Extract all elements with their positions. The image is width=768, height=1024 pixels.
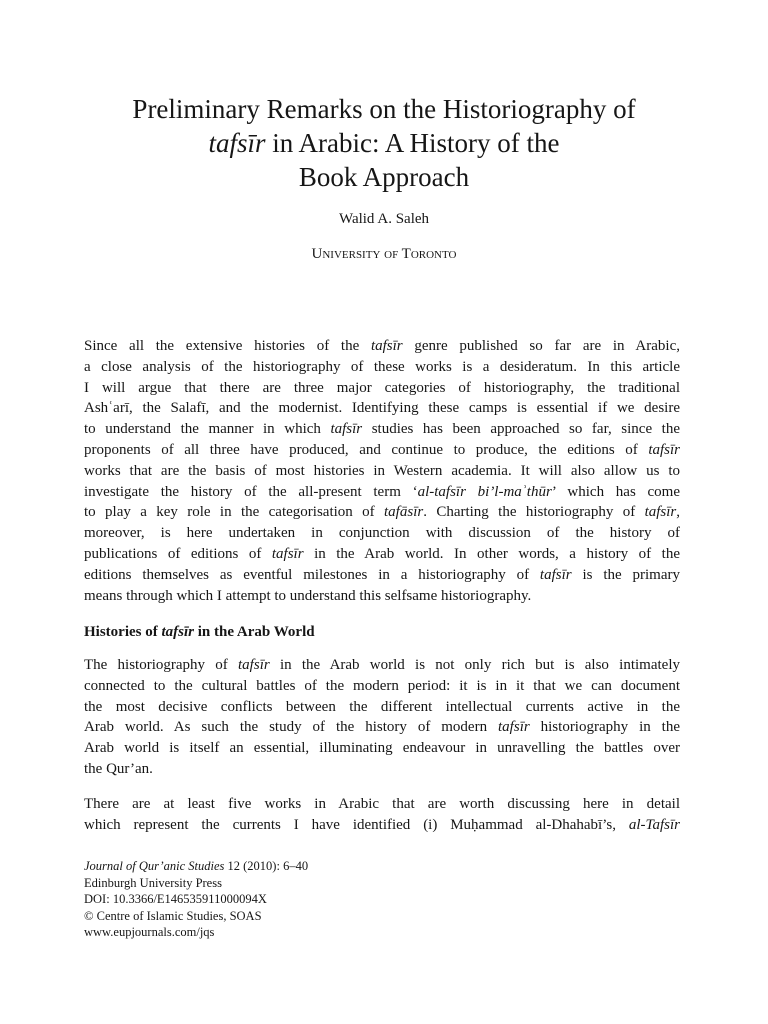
text-line bbox=[84, 697, 680, 718]
text-run: a close analysis of the historiography of these works is a desideratum. In this article bbox=[84, 358, 680, 375]
italic-term: al-Tafsīr bbox=[628, 816, 680, 833]
italic-term: tafsīr bbox=[539, 566, 572, 583]
italic-term: tafsīr bbox=[238, 657, 270, 673]
italic-term: al-tafsīr bi’l-maʾthūr bbox=[417, 483, 552, 500]
title-line-3: Book Approach bbox=[298, 162, 470, 192]
text-run: which represent the currents I have identified (i) Muḥammad al-Dhahabī’s, bbox=[84, 816, 629, 833]
text-run: is the primary bbox=[571, 566, 680, 583]
text-run: The historiography of bbox=[84, 657, 239, 673]
text-run: to understand the manner in which bbox=[84, 421, 331, 438]
text-line bbox=[84, 440, 680, 461]
text-run: . Charting the historiography of bbox=[423, 504, 645, 521]
text-run: ’ which has come bbox=[551, 483, 680, 500]
journal-citation bbox=[84, 858, 308, 875]
text-line bbox=[84, 461, 680, 482]
text-run: to play a key role in the categorisation of bbox=[84, 504, 385, 521]
text-run: in the Arab world is not only rich but is also intimately bbox=[269, 657, 680, 673]
text-run: the Qur’an. bbox=[84, 760, 153, 777]
text-run: historiography in the bbox=[529, 719, 680, 736]
publisher: Edinburgh University Press bbox=[84, 875, 222, 890]
text-line bbox=[84, 523, 680, 544]
title-line-2-rest: in Arabic: A History of the bbox=[265, 128, 560, 158]
text-run: publications of editions of bbox=[84, 545, 272, 562]
text-line bbox=[84, 717, 680, 738]
text-line bbox=[84, 759, 680, 780]
italic-term: tafsīr bbox=[644, 504, 677, 521]
body-paragraph-2 bbox=[84, 794, 680, 836]
text-run: There are at least five works in Arabic that are worth discussing here in detail bbox=[84, 796, 680, 812]
text-line bbox=[84, 676, 680, 697]
text-run: proponents of all three have produced, and continue to produce, the editions of bbox=[84, 441, 649, 458]
journal-volume: 12 (2010): 6–40 bbox=[224, 859, 309, 873]
text-run: Arab world is itself an essential, illuminating endeavour in unravelling the battles over bbox=[84, 740, 680, 757]
text-line bbox=[84, 565, 680, 586]
text-line bbox=[84, 655, 680, 676]
author-name: Walid A. Saleh bbox=[338, 211, 430, 227]
copyright: © Centre of Islamic Studies, SOAS bbox=[84, 908, 262, 923]
title-italic-term: tafsīr bbox=[208, 128, 266, 158]
section-heading-pre: Histories of bbox=[84, 624, 162, 640]
abstract-paragraph bbox=[84, 336, 680, 606]
text-run: investigate the history of the all-present term ‘ bbox=[84, 483, 418, 500]
journal-name: Journal of Qur’anic Studies bbox=[84, 859, 225, 873]
text-line bbox=[84, 738, 680, 759]
title-line-2 bbox=[60, 126, 708, 160]
article-title bbox=[60, 92, 708, 194]
title-line-1: Preliminary Remarks on the Historiography of bbox=[132, 94, 636, 124]
text-line bbox=[84, 336, 680, 357]
text-line bbox=[84, 398, 680, 419]
journal-url[interactable]: www.eupjournals.com/jqs bbox=[84, 925, 215, 939]
text-run: works that are the basis of most histories in Western academia. It will also allow us to bbox=[84, 462, 680, 479]
text-run: I will argue that there are three major categories of historiography, the traditional bbox=[84, 379, 680, 396]
text-run: genre published so far are in Arabic, bbox=[402, 338, 680, 354]
text-line bbox=[84, 544, 680, 565]
section-heading bbox=[84, 624, 315, 641]
text-run: Ashʿarī, the Salafī, and the modernist. Identifying these camps is essential if we desire bbox=[84, 400, 680, 417]
body-paragraph-1 bbox=[84, 655, 680, 780]
text-line bbox=[84, 586, 680, 607]
section-heading-italic: tafsīr bbox=[161, 624, 194, 640]
doi: DOI: 10.3366/E146535911000094X bbox=[84, 892, 267, 906]
text-run: in the Arab world. In other words, a history of the bbox=[303, 545, 680, 562]
section-heading-post: in the Arab World bbox=[194, 624, 315, 640]
text-run: Since all the extensive histories of the bbox=[84, 338, 371, 354]
italic-term: tafsīr bbox=[648, 441, 680, 458]
text-run: moreover, is here undertaken in conjunction with discussion of the history of bbox=[84, 525, 680, 542]
text-line bbox=[84, 794, 680, 815]
italic-term: tafsīr bbox=[370, 338, 403, 354]
text-line bbox=[84, 502, 680, 523]
text-line bbox=[84, 357, 680, 378]
text-run: means through which I attempt to understand this selfsame historiography. bbox=[84, 587, 532, 604]
text-line bbox=[84, 419, 680, 440]
text-run: editions themselves as eventful milestones in a historiography of bbox=[84, 566, 540, 583]
italic-term: tafāsīr bbox=[384, 504, 424, 521]
text-run: , bbox=[676, 504, 680, 521]
text-line bbox=[84, 378, 680, 399]
text-run: studies has been approached so far, since the bbox=[362, 421, 680, 438]
author-affiliation: University of Toronto bbox=[311, 246, 457, 262]
italic-term: tafsīr bbox=[330, 421, 363, 438]
text-line bbox=[84, 482, 680, 503]
text-run: the most decisive conflicts between the different intellectual currents active in the bbox=[84, 698, 680, 715]
text-run: Arab world. As such the study of the history of modern bbox=[84, 719, 499, 736]
italic-term: tafsīr bbox=[498, 719, 530, 736]
text-line bbox=[84, 815, 680, 836]
journal-footer bbox=[84, 858, 308, 941]
text-run: connected to the cultural battles of the modern period: it is in it that we can document bbox=[84, 677, 680, 694]
italic-term: tafsīr bbox=[271, 545, 304, 562]
